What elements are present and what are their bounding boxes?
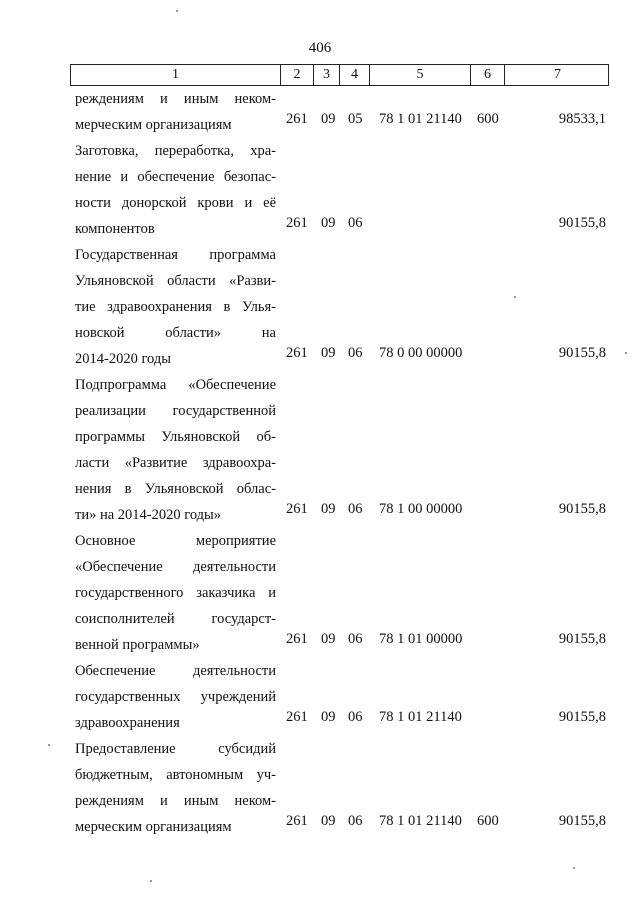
header-col-1: 1 [172, 67, 179, 82]
cell-code-2: 261 [286, 631, 308, 647]
page-number: 406 [308, 40, 332, 56]
cell-subsection: 05 [348, 111, 363, 127]
cell-amount: 90155,8 [558, 215, 606, 231]
description-line: новской области» на [75, 325, 276, 341]
description-line: реализации государственной [75, 403, 276, 419]
scan-speck [514, 296, 516, 298]
scan-speck [573, 867, 575, 869]
cell-expense-type: 600 [477, 813, 499, 829]
description-line: Подпрограмма «Обеспечение [75, 377, 276, 393]
cell-amount: 90155,8 [558, 813, 606, 829]
description-line: «Обеспечение деятельности [75, 559, 276, 575]
cell-section: 09 [321, 709, 336, 725]
description-line: тие здравоохранения в Улья- [75, 299, 276, 315]
description-line: Заготовка, переработка, хра- [75, 143, 276, 159]
row-description [75, 88, 276, 140]
cell-target-article: 78 1 01 21140 [379, 813, 462, 829]
description-line: мерческим организациям [75, 117, 232, 133]
description-line: Предоставление субсидий [75, 741, 276, 757]
cell-amount: 90155,8 [558, 631, 606, 647]
description-line: здравоохранения [75, 715, 180, 731]
description-line: государственных учреждений [75, 689, 276, 705]
row-description [75, 244, 276, 374]
description-line: Основное мероприятие [75, 533, 276, 549]
description-line: бюджетным, автономным уч- [75, 767, 276, 783]
cell-section: 09 [321, 813, 336, 829]
cell-target-article: 78 1 01 21140 [379, 111, 462, 127]
description-line: 2014-2020 годы [75, 351, 171, 367]
cell-amount: 90155,8 [558, 345, 606, 361]
cell-target-article: 78 1 00 00000 [379, 501, 463, 517]
cell-code-2: 261 [286, 215, 308, 231]
cell-section: 09 [321, 215, 336, 231]
description-line: ласти «Развитие здравоохра- [75, 455, 276, 471]
cell-target-article: 78 1 01 21140 [379, 709, 462, 725]
table-header [70, 64, 609, 86]
scan-speck [625, 352, 627, 354]
cell-section: 09 [321, 501, 336, 517]
cell-amount: 98533,1 [558, 111, 606, 127]
header-col-7: 7 [504, 65, 610, 85]
header-col-4: 4 [339, 65, 369, 85]
scan-speck [176, 10, 178, 12]
header-col-5: 5 [369, 65, 470, 85]
cell-section: 09 [321, 111, 336, 127]
description-line: ти» на 2014-2020 годы» [75, 507, 222, 523]
cell-code-2: 261 [286, 709, 308, 725]
description-line: ности донорской крови и её [75, 195, 276, 211]
description-line: реждениям и иным неком- [75, 793, 276, 809]
cell-subsection: 06 [348, 345, 363, 361]
header-col-2: 2 [280, 65, 313, 85]
row-description [75, 374, 276, 530]
cell-subsection: 06 [348, 501, 363, 517]
cell-subsection: 06 [348, 631, 363, 647]
row-description [75, 660, 276, 738]
description-line: Государственная программа [75, 247, 276, 263]
description-line: компонентов [75, 221, 155, 237]
description-line: нения в Ульяновской облас- [75, 481, 276, 497]
scan-speck [48, 744, 50, 746]
cell-amount: 90155,8 [558, 501, 606, 517]
header-col-3: 3 [313, 65, 339, 85]
description-line: мерческим организациям [75, 819, 232, 835]
header-col-6: 6 [470, 65, 504, 85]
cell-target-article: 78 0 00 00000 [379, 345, 463, 361]
row-description [75, 530, 276, 660]
cell-target-article: 78 1 01 00000 [379, 631, 463, 647]
row-description [75, 738, 276, 842]
cell-code-2: 261 [286, 813, 308, 829]
description-line: реждениям и иным неком- [75, 91, 276, 107]
cell-subsection: 06 [348, 215, 363, 231]
description-line: программы Ульяновской об- [75, 429, 276, 445]
cell-section: 09 [321, 345, 336, 361]
cell-section: 09 [321, 631, 336, 647]
scan-speck [150, 880, 152, 882]
description-line: венной программы» [75, 637, 200, 653]
description-line: Ульяновской области «Разви- [75, 273, 276, 289]
cell-code-2: 261 [286, 501, 308, 517]
cell-code-2: 261 [286, 111, 308, 127]
description-line: Обеспечение деятельности [75, 663, 276, 679]
description-line: нение и обеспечение безопас- [75, 169, 276, 185]
cell-subsection: 06 [348, 709, 363, 725]
row-description [75, 140, 276, 244]
cell-amount: 90155,8 [558, 709, 606, 725]
cell-subsection: 06 [348, 813, 363, 829]
description-line: соисполнителей государст- [75, 611, 276, 627]
description-line: государственного заказчика и [75, 585, 276, 601]
cell-expense-type: 600 [477, 111, 499, 127]
cell-code-2: 261 [286, 345, 308, 361]
